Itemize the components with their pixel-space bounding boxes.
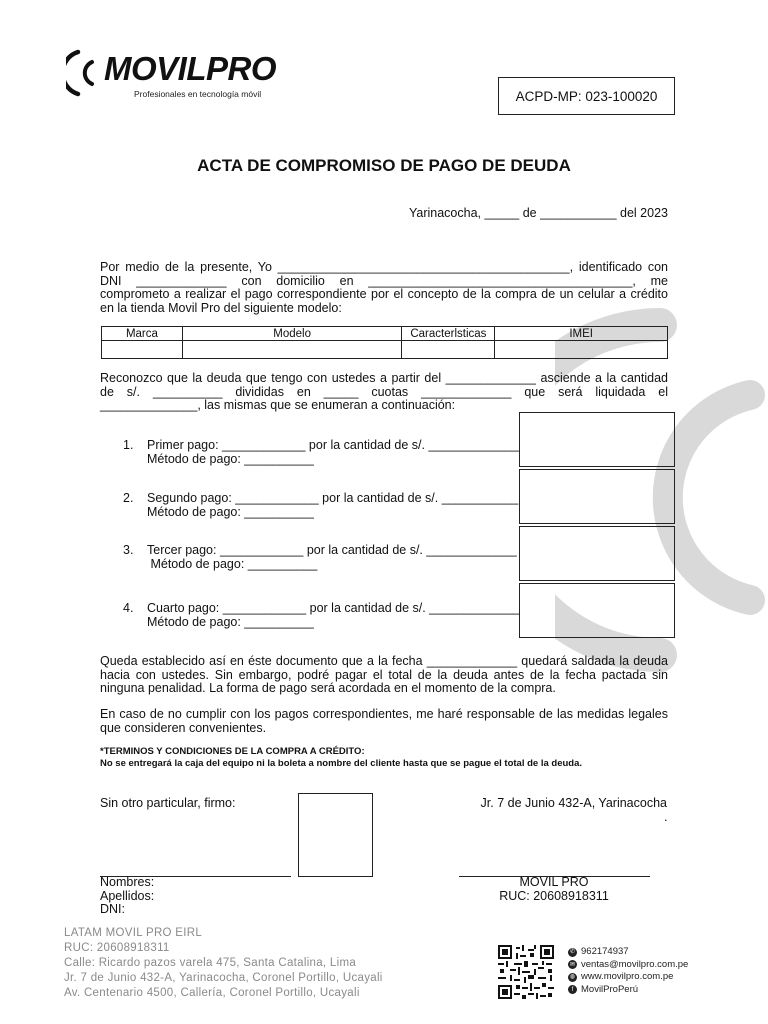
- debt-paragraph: Reconozco que la deuda que tengo con ustedes a partir del _____________ asciende a la cantidad de s/. __________ divididas en _____ cuotas _____________ que será liquidada el ______________, las mismas que se enumeran a continuación:: [100, 371, 668, 412]
- table-header-cell: Modelo: [182, 327, 402, 341]
- payment-item: 2. Segundo pago: ____________ por la cantidad de s/. ___________ Método de pago: __________: [123, 491, 519, 519]
- qr-code-icon: [498, 945, 554, 999]
- product-table: [101, 326, 668, 359]
- brand-name: MOVILPRO: [104, 50, 277, 87]
- names-label: Nombres:: [100, 875, 155, 889]
- date-line: Yarinacocha, _____ de ___________ del 2023: [408, 206, 668, 220]
- company-name: MOVIL PRO: [519, 875, 589, 889]
- globe-icon: ◍: [569, 974, 576, 981]
- footer-line: RUC: 20608918311: [64, 942, 170, 954]
- terms-section: [100, 746, 680, 770]
- mail-icon: ✉: [569, 961, 576, 968]
- whatsapp-icon: ✆: [569, 949, 576, 956]
- brand-tagline: Profesionales en tecnología móvil: [134, 89, 262, 99]
- breach-paragraph: En caso de no cumplir con los pagos correspondientes, me haré responsable de las medidas legales que consideren convenientes.: [100, 707, 668, 735]
- facebook-icon: f: [568, 985, 577, 994]
- settlement-paragraph: Queda establecido así en éste documento que a la fecha _____________ quedará saldada la deuda hacia con ustedes. Sin embargo, podré pagar el total de la deuda antes de la fecha pactada sin ninguna penalidad. La forma de pago será acordada en el momento de la compra.: [100, 654, 668, 695]
- company-ruc: RUC: 20608918311: [499, 888, 609, 903]
- payment-signature-box: [519, 412, 675, 467]
- footer-contacts: [568, 946, 688, 996]
- payment-item: 4. Cuarto pago: ____________ por la cantidad de s/. _____________ Método de pago: __________: [123, 601, 520, 629]
- table-row: [102, 341, 668, 359]
- company-info: [458, 876, 650, 903]
- contact-phone: ✆ 962174937: [569, 946, 629, 957]
- terms-body: No se entregará la caja del equipo ni la boleta a nombre del cliente hasta que se pague el total de la deuda.: [100, 758, 582, 769]
- client-info: [100, 876, 154, 917]
- surnames-label: Apellidos:: [100, 888, 155, 903]
- contact-website: ◍ www.movilpro.com.pe: [569, 971, 674, 982]
- payment-item: 3. Tercer pago: ____________ por la cantidad de s/. _____________ Método de pago: __________: [123, 543, 517, 571]
- footer-line: Calle: Ricardo pazos varela 475, Santa Catalina, Lima: [64, 957, 357, 969]
- footer-line: LATAM MOVIL PRO EIRL: [64, 927, 203, 939]
- table-cell: [495, 341, 668, 359]
- table-header-cell: Caracterlsticas: [402, 327, 495, 341]
- footer-company-block: [64, 926, 383, 1001]
- payment-signature-box: [519, 526, 675, 581]
- dni-label: DNI:: [100, 902, 125, 916]
- table-header-cell: IMEI: [495, 327, 668, 341]
- contact-facebook: f MovilProPerú: [568, 984, 688, 997]
- payment-signature-box: [519, 469, 675, 524]
- payment-item: 1. Primer pago: ____________ por la cantidad de s/. _____________ Método de pago: __________: [123, 438, 519, 466]
- footer-line: Av. Centenario 4500, Callería, Coronel Portillo, Ucayali: [64, 987, 360, 999]
- store-address: Jr. 7 de Junio 432-A, Yarinacocha: [480, 796, 667, 810]
- contact-email: ✉ ventas@movilpro.com.pe: [569, 958, 689, 970]
- table-cell: [102, 341, 183, 359]
- footer-line: Jr. 7 de Junio 432-A, Yarinacocha, Coronel Portillo, Ucayali: [64, 972, 383, 984]
- table-cell: [402, 341, 495, 359]
- intro-paragraph: Por medio de la presente, Yo __________________________________________, identificado con DNI _____________ con domicilio en ______________________________________, me comprometo a realizar el pago correspondiente por el concepto de la compra de un celular a crédito en la tienda Movil Pro del siguiente modelo:: [100, 260, 668, 315]
- fingerprint-box: [298, 793, 373, 877]
- signal-arc-icon: [66, 48, 106, 98]
- table-cell: [182, 341, 402, 359]
- table-header-row: [102, 327, 668, 341]
- payment-signature-box: [519, 583, 675, 638]
- terms-heading: *TERMINOS Y CONDICIONES DE LA COMPRA A CRÉDITO:: [100, 746, 365, 757]
- signature-statement: Sin otro particular, firmo:: [100, 796, 236, 810]
- document-code: ACPD-MP: 023-100020: [498, 77, 675, 115]
- document-title: ACTA DE COMPROMISO DE PAGO DE DEUDA: [197, 156, 571, 175]
- table-header-cell: Marca: [102, 327, 183, 341]
- address-dot: .: [664, 810, 668, 824]
